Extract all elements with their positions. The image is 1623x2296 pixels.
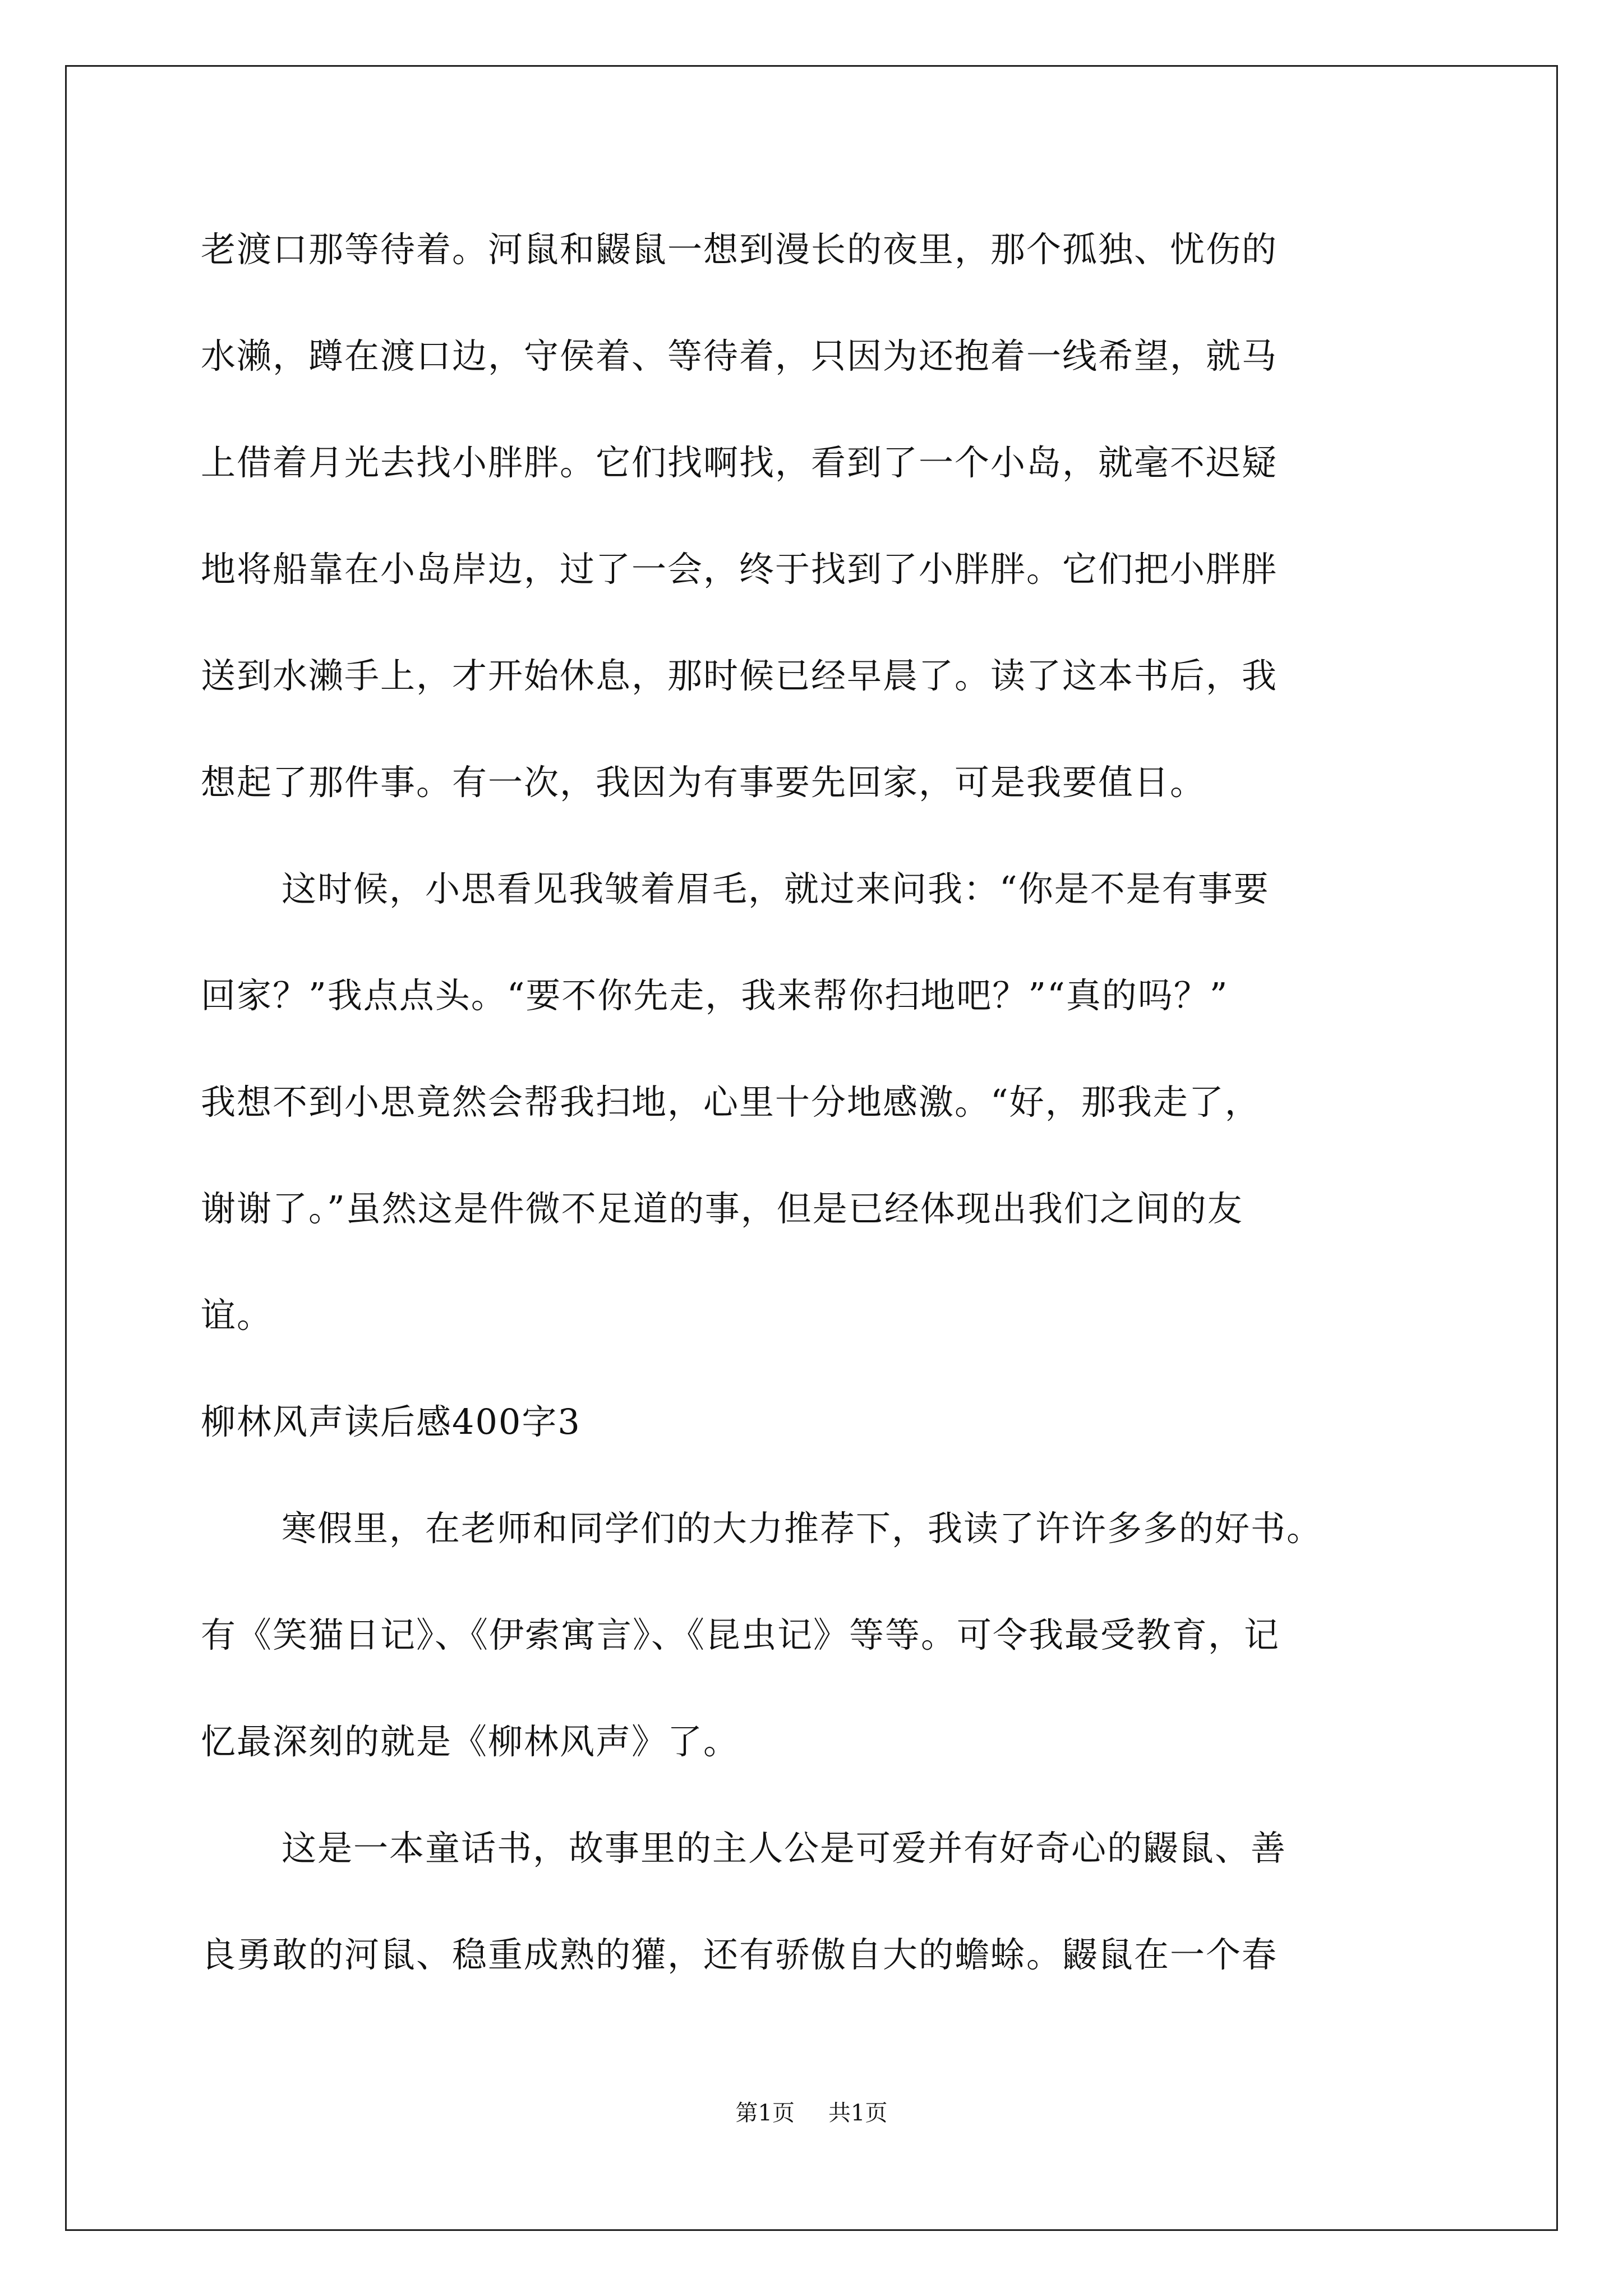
text-line: 送到水濑手上，才开始休息，那时候已经早晨了。读了这本书后，我 bbox=[201, 655, 1278, 696]
text-line: 良勇敢的河鼠、稳重成熟的獾，还有骄傲自大的蟾蜍。鼹鼠在一个春 bbox=[201, 1934, 1278, 1975]
page-total: 共1页 bbox=[828, 2100, 888, 2126]
text-line: 上借着月光去找小胖胖。它们找啊找，看到了一个小岛，就毫不迟疑 bbox=[201, 442, 1278, 483]
text-line: 地将船靠在小岛岸边，过了一会，终于找到了小胖胖。它们把小胖胖 bbox=[201, 549, 1278, 590]
text-line: 水濑，蹲在渡口边，守侯着、等待着，只因为还抱着一线希望，就马 bbox=[201, 335, 1278, 376]
page-number: 第1页 bbox=[735, 2100, 795, 2126]
text-line: 这时候，小思看见我皱着眉毛，就过来问我：“你是不是有事要 bbox=[282, 868, 1270, 909]
page-border bbox=[65, 65, 1558, 2231]
text-line: 想起了那件事。有一次，我因为有事要先回家，可是我要值日。 bbox=[201, 762, 1206, 803]
text-line: 有《笑猫日记》、《伊索寓言》、《昆虫记》等等。可令我最受教育，记 bbox=[201, 1614, 1280, 1655]
text-line: 寒假里，在老师和同学们的大力推荐下，我读了许许多多的好书。 bbox=[282, 1508, 1323, 1549]
page-footer bbox=[0, 2099, 1623, 2127]
text-line: 回家？”我点点头。“要不你先走，我来帮你扫地吧？”“真的吗？” bbox=[201, 975, 1229, 1016]
section-heading: 柳林风声读后感400字3 bbox=[201, 1401, 581, 1442]
text-line: 谊。 bbox=[201, 1295, 273, 1336]
text-line: 老渡口那等待着。河鼠和鼹鼠一想到漫长的夜里，那个孤独、忧伤的 bbox=[201, 229, 1278, 270]
text-line: 这是一本童话书，故事里的主人公是可爱并有好奇心的鼹鼠、善 bbox=[282, 1828, 1287, 1869]
text-line: 我想不到小思竟然会帮我扫地，心里十分地感激。“好，那我走了， bbox=[201, 1082, 1261, 1122]
text-line: 谢谢了。”虽然这是件微不足道的事，但是已经体现出我们之间的友 bbox=[201, 1188, 1243, 1229]
text-line: 忆最深刻的就是《柳林风声》了。 bbox=[201, 1721, 740, 1762]
